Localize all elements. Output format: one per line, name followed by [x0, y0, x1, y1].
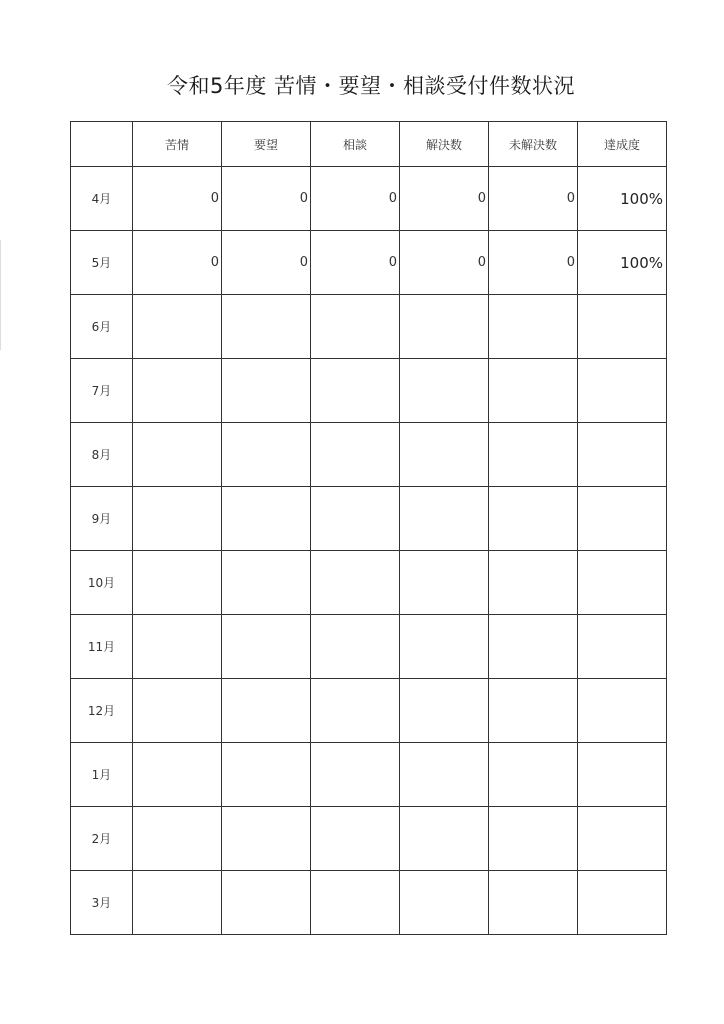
yobo-cell [222, 615, 311, 679]
kaiketsu-cell: 0 [400, 231, 489, 295]
tassei-cell: 100% [578, 231, 667, 295]
kaiketsu-cell [400, 423, 489, 487]
mikaiketsu-cell [489, 743, 578, 807]
report-table [70, 121, 667, 935]
mikaiketsu-cell [489, 295, 578, 359]
scan-edge-mark [0, 240, 1, 350]
kaiketsu-cell [400, 807, 489, 871]
header-mikaiketsu: 未解決数 [489, 122, 578, 167]
header-tassei: 達成度 [578, 122, 667, 167]
kaiketsu-cell: 0 [400, 167, 489, 231]
table-row [71, 615, 667, 679]
kujo-cell [133, 615, 222, 679]
page-title: 令和5年度 苦情・要望・相談受付件数状況 [166, 74, 576, 98]
mikaiketsu-cell [489, 423, 578, 487]
month-cell: 7月 [71, 359, 133, 423]
kujo-cell: 0 [133, 167, 222, 231]
month-cell: 12月 [71, 679, 133, 743]
mikaiketsu-cell: 0 [489, 231, 578, 295]
table-row [71, 231, 667, 295]
tassei-cell [578, 295, 667, 359]
mikaiketsu-cell [489, 359, 578, 423]
table-header-row [71, 122, 667, 167]
month-cell: 8月 [71, 423, 133, 487]
mikaiketsu-cell [489, 487, 578, 551]
header-kaiketsu: 解決数 [400, 122, 489, 167]
kaiketsu-cell [400, 679, 489, 743]
tassei-cell [578, 871, 667, 935]
sodan-cell [311, 743, 400, 807]
kujo-cell [133, 423, 222, 487]
sodan-cell [311, 679, 400, 743]
tassei-cell [578, 743, 667, 807]
month-cell: 11月 [71, 615, 133, 679]
header-corner [71, 122, 133, 167]
tassei-cell [578, 807, 667, 871]
header-kujo: 苦情 [133, 122, 222, 167]
mikaiketsu-cell [489, 679, 578, 743]
table-row [71, 487, 667, 551]
table-row [71, 167, 667, 231]
month-cell: 1月 [71, 743, 133, 807]
sodan-cell [311, 487, 400, 551]
mikaiketsu-cell [489, 615, 578, 679]
tassei-cell [578, 551, 667, 615]
table-row [71, 679, 667, 743]
kujo-cell [133, 679, 222, 743]
yobo-cell [222, 551, 311, 615]
kujo-cell [133, 807, 222, 871]
kaiketsu-cell [400, 871, 489, 935]
kujo-cell [133, 551, 222, 615]
kaiketsu-cell [400, 359, 489, 423]
sodan-cell [311, 807, 400, 871]
sodan-cell [311, 423, 400, 487]
mikaiketsu-cell [489, 551, 578, 615]
table-row [71, 359, 667, 423]
kaiketsu-cell [400, 295, 489, 359]
yobo-cell [222, 743, 311, 807]
month-cell: 5月 [71, 231, 133, 295]
kaiketsu-cell [400, 743, 489, 807]
kaiketsu-cell [400, 551, 489, 615]
month-cell: 9月 [71, 487, 133, 551]
sodan-cell [311, 551, 400, 615]
tassei-cell [578, 423, 667, 487]
sodan-cell [311, 871, 400, 935]
month-cell: 3月 [71, 871, 133, 935]
mikaiketsu-cell [489, 807, 578, 871]
yobo-cell: 0 [222, 231, 311, 295]
yobo-cell [222, 423, 311, 487]
table-row [71, 295, 667, 359]
yobo-cell [222, 871, 311, 935]
month-cell: 4月 [71, 167, 133, 231]
header-yobo: 要望 [222, 122, 311, 167]
table-row [71, 551, 667, 615]
table-row [71, 423, 667, 487]
kaiketsu-cell [400, 615, 489, 679]
header-sodan: 相談 [311, 122, 400, 167]
mikaiketsu-cell: 0 [489, 167, 578, 231]
kujo-cell: 0 [133, 231, 222, 295]
yobo-cell [222, 679, 311, 743]
kujo-cell [133, 295, 222, 359]
yobo-cell [222, 295, 311, 359]
yobo-cell: 0 [222, 167, 311, 231]
yobo-cell [222, 359, 311, 423]
tassei-cell [578, 615, 667, 679]
tassei-cell: 100% [578, 167, 667, 231]
kujo-cell [133, 871, 222, 935]
sodan-cell [311, 359, 400, 423]
sodan-cell [311, 615, 400, 679]
tassei-cell [578, 679, 667, 743]
mikaiketsu-cell [489, 871, 578, 935]
kujo-cell [133, 743, 222, 807]
yobo-cell [222, 807, 311, 871]
kujo-cell [133, 487, 222, 551]
sodan-cell: 0 [311, 167, 400, 231]
sodan-cell: 0 [311, 231, 400, 295]
kujo-cell [133, 359, 222, 423]
month-cell: 6月 [71, 295, 133, 359]
month-cell: 10月 [71, 551, 133, 615]
table-row [71, 871, 667, 935]
kaiketsu-cell [400, 487, 489, 551]
tassei-cell [578, 487, 667, 551]
sodan-cell [311, 295, 400, 359]
yobo-cell [222, 487, 311, 551]
table-row [71, 807, 667, 871]
tassei-cell [578, 359, 667, 423]
table-row [71, 743, 667, 807]
month-cell: 2月 [71, 807, 133, 871]
